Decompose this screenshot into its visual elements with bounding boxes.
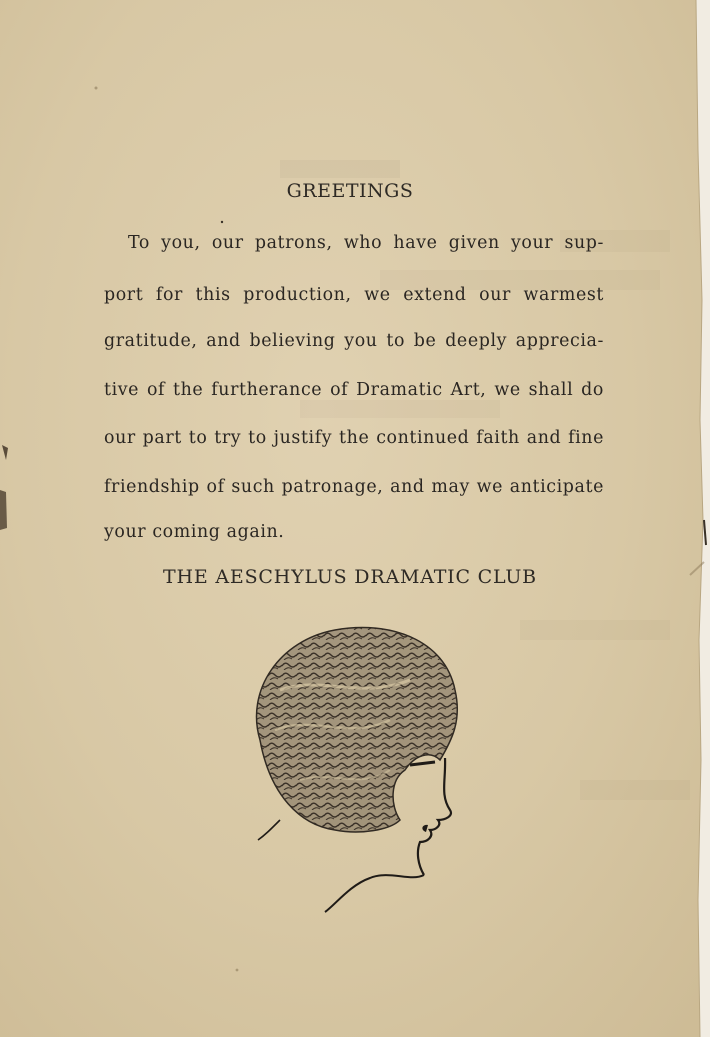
woman-profile-portrait-icon (240, 620, 470, 920)
torn-edge-icon (670, 0, 710, 1037)
page-title: GREETINGS (286, 180, 414, 202)
club-signature: THE AESCHYLUS DRAMATIC CLUB (163, 566, 537, 588)
body-line: tive of the furtherance of Dramatic Art, we shall do (104, 380, 604, 400)
body-line: our part to try to justify the continued faith and fine (104, 428, 604, 448)
body-line: port for this production, we extend our warmest (104, 285, 604, 305)
body-line: To you, our patrons, who have given your sup- (128, 233, 604, 253)
body-line: friendship of such patronage, and may we anticipate (104, 477, 604, 497)
body-line: gratitude, and believing you to be deeply apprecia- (104, 331, 604, 351)
body-line: your coming again. (104, 522, 285, 542)
